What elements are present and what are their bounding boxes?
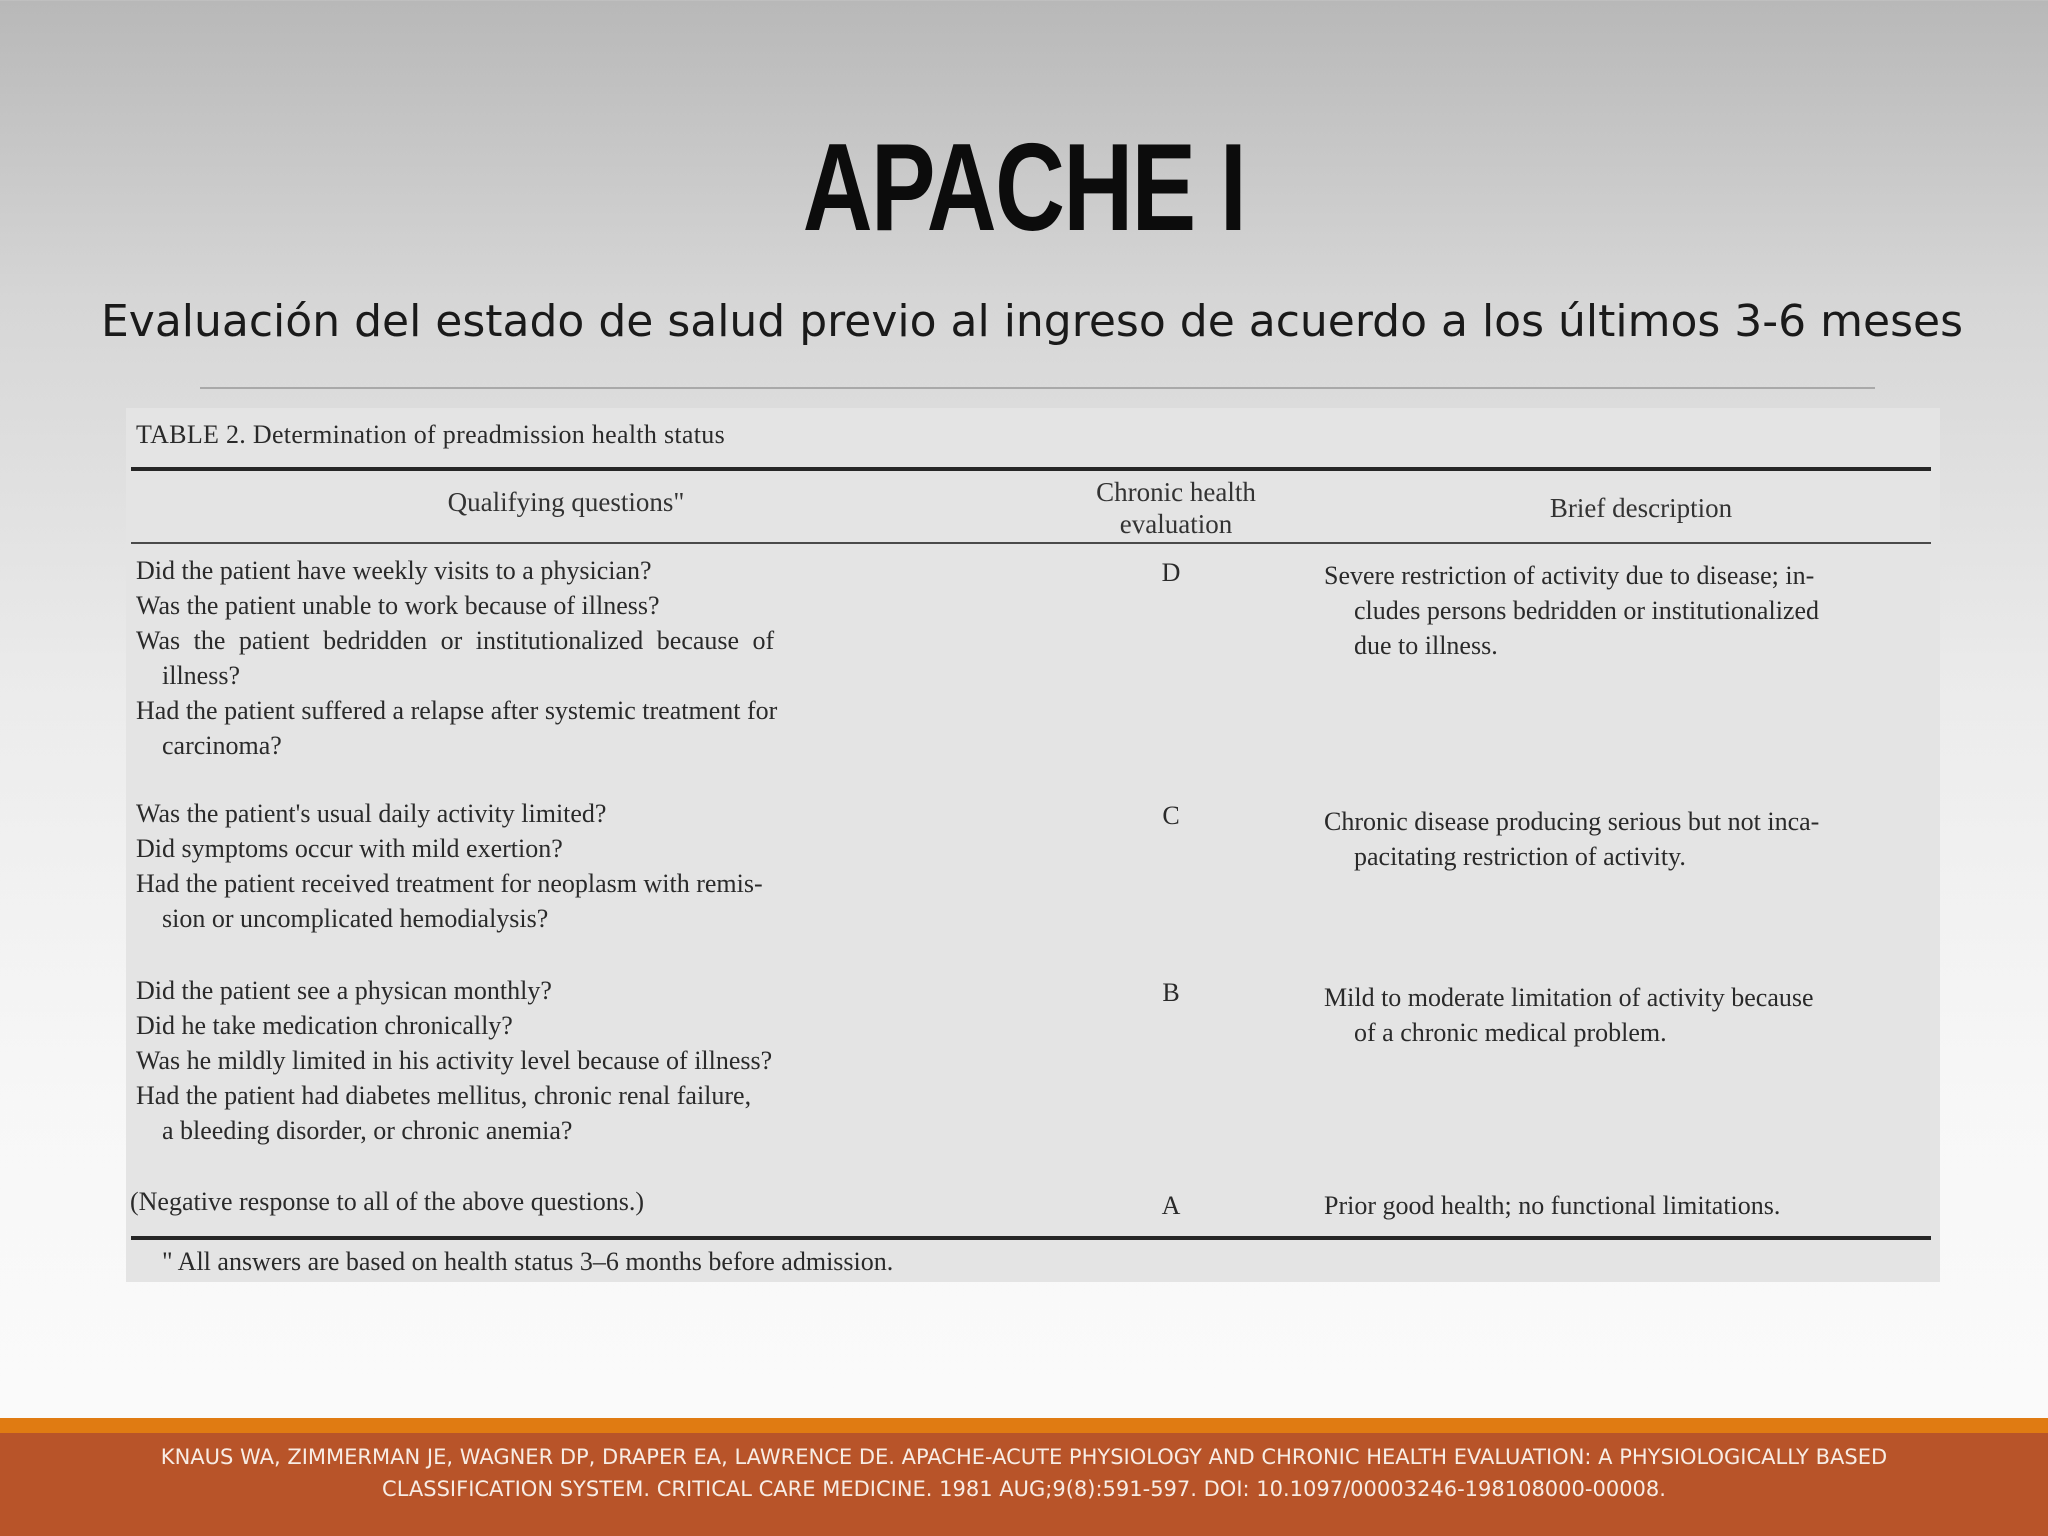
question-line: Was the patient bedridden or institutionalized because of (136, 626, 775, 655)
row-d-questions (136, 553, 1016, 763)
row-d-grade: D (1161, 558, 1181, 587)
description-line: due to illness. (1354, 631, 1498, 660)
header-evaluation-line2: evaluation (1119, 509, 1233, 539)
citation-line-1: KNAUS WA, ZIMMERMAN JE, WAGNER DP, DRAPER EA, LAWRENCE DE. APACHE-ACUTE PHYSIOLOGY AND CHRONIC HEALTH EVALUATION: A PHYSIOLOGICALLY BASED (160, 1445, 1888, 1469)
row-c-grade: C (1162, 801, 1180, 830)
citation-footer (110, 1441, 1938, 1505)
question-line: Had the patient suffered a relapse after systemic treatment for (136, 696, 778, 725)
row-a-questions (130, 1184, 1016, 1219)
row-c-questions (136, 796, 1016, 936)
row-d-description (1324, 558, 1924, 663)
question-line: Was he mildly limited in his activity level because of illness? (136, 1046, 773, 1075)
question-line: Was the patient's usual daily activity limited? (136, 799, 607, 828)
table-caption: TABLE 2. Determination of preadmission health status (136, 420, 726, 449)
citation-line-2: CLASSIFICATION SYSTEM. CRITICAL CARE MEDICINE. 1981 AUG;9(8):591-597. DOI: 10.1097/00003246-198108000-00008. (382, 1477, 1666, 1501)
description-line: Prior good health; no functional limitations. (1324, 1191, 1781, 1220)
question-line: Did the patient see a physican monthly? (136, 976, 552, 1005)
table-header-rule (131, 542, 1931, 544)
question-line: Was the patient unable to work because of illness? (136, 591, 660, 620)
header-brief-description: Brief description (1549, 493, 1733, 523)
question-line: Did the patient have weekly visits to a physician? (136, 556, 652, 585)
row-b-questions (136, 973, 1016, 1148)
header-chronic-health-evaluation (966, 476, 1386, 540)
row-b-description (1324, 980, 1924, 1050)
table-footnote: " All answers are based on health status 3–6 months before admission. (162, 1247, 894, 1276)
question-line: illness? (162, 661, 240, 690)
description-line: Severe restriction of activity due to disease; in- (1324, 561, 1815, 590)
slide-subtitle: Evaluación del estado de salud previo al ingreso de acuerdo a los últimos 3-6 meses (100, 296, 1963, 347)
question-line: carcinoma? (162, 731, 282, 760)
question-line: Did he take medication chronically? (136, 1011, 513, 1040)
header-evaluation-line1: Chronic health (1096, 477, 1256, 507)
row-b-grade: B (1162, 978, 1180, 1007)
question-line: a bleeding disorder, or chronic anemia? (162, 1116, 573, 1145)
question-line: (Negative response to all of the above questions.) (130, 1187, 645, 1216)
table-top-rule (131, 467, 1931, 471)
table-bottom-rule (131, 1236, 1931, 1240)
question-line: Had the patient had diabetes mellitus, chronic renal failure, (136, 1081, 752, 1110)
description-line: Mild to moderate limitation of activity because (1324, 983, 1814, 1012)
description-line: of a chronic medical problem. (1354, 1018, 1667, 1047)
question-line: sion or uncomplicated hemodialysis? (162, 904, 549, 933)
scanned-table-image (126, 408, 1940, 1282)
description-line: pacitating restriction of activity. (1354, 842, 1686, 871)
description-line: cludes persons bedridden or institutionalized (1354, 596, 1820, 625)
row-c-description (1324, 804, 1924, 874)
slide-title: APACHE I (802, 119, 1246, 257)
row-a-description (1324, 1188, 1924, 1223)
description-line: Chronic disease producing serious but not inca- (1324, 807, 1820, 836)
question-line: Had the patient received treatment for neoplasm with remis- (136, 869, 763, 898)
footer-accent-stripe (0, 1418, 2048, 1433)
header-qualifying-questions: Qualifying questions" (447, 487, 685, 517)
title-divider (200, 387, 1875, 389)
question-line: Did symptoms occur with mild exertion? (136, 834, 563, 863)
row-a-grade: A (1161, 1191, 1181, 1220)
